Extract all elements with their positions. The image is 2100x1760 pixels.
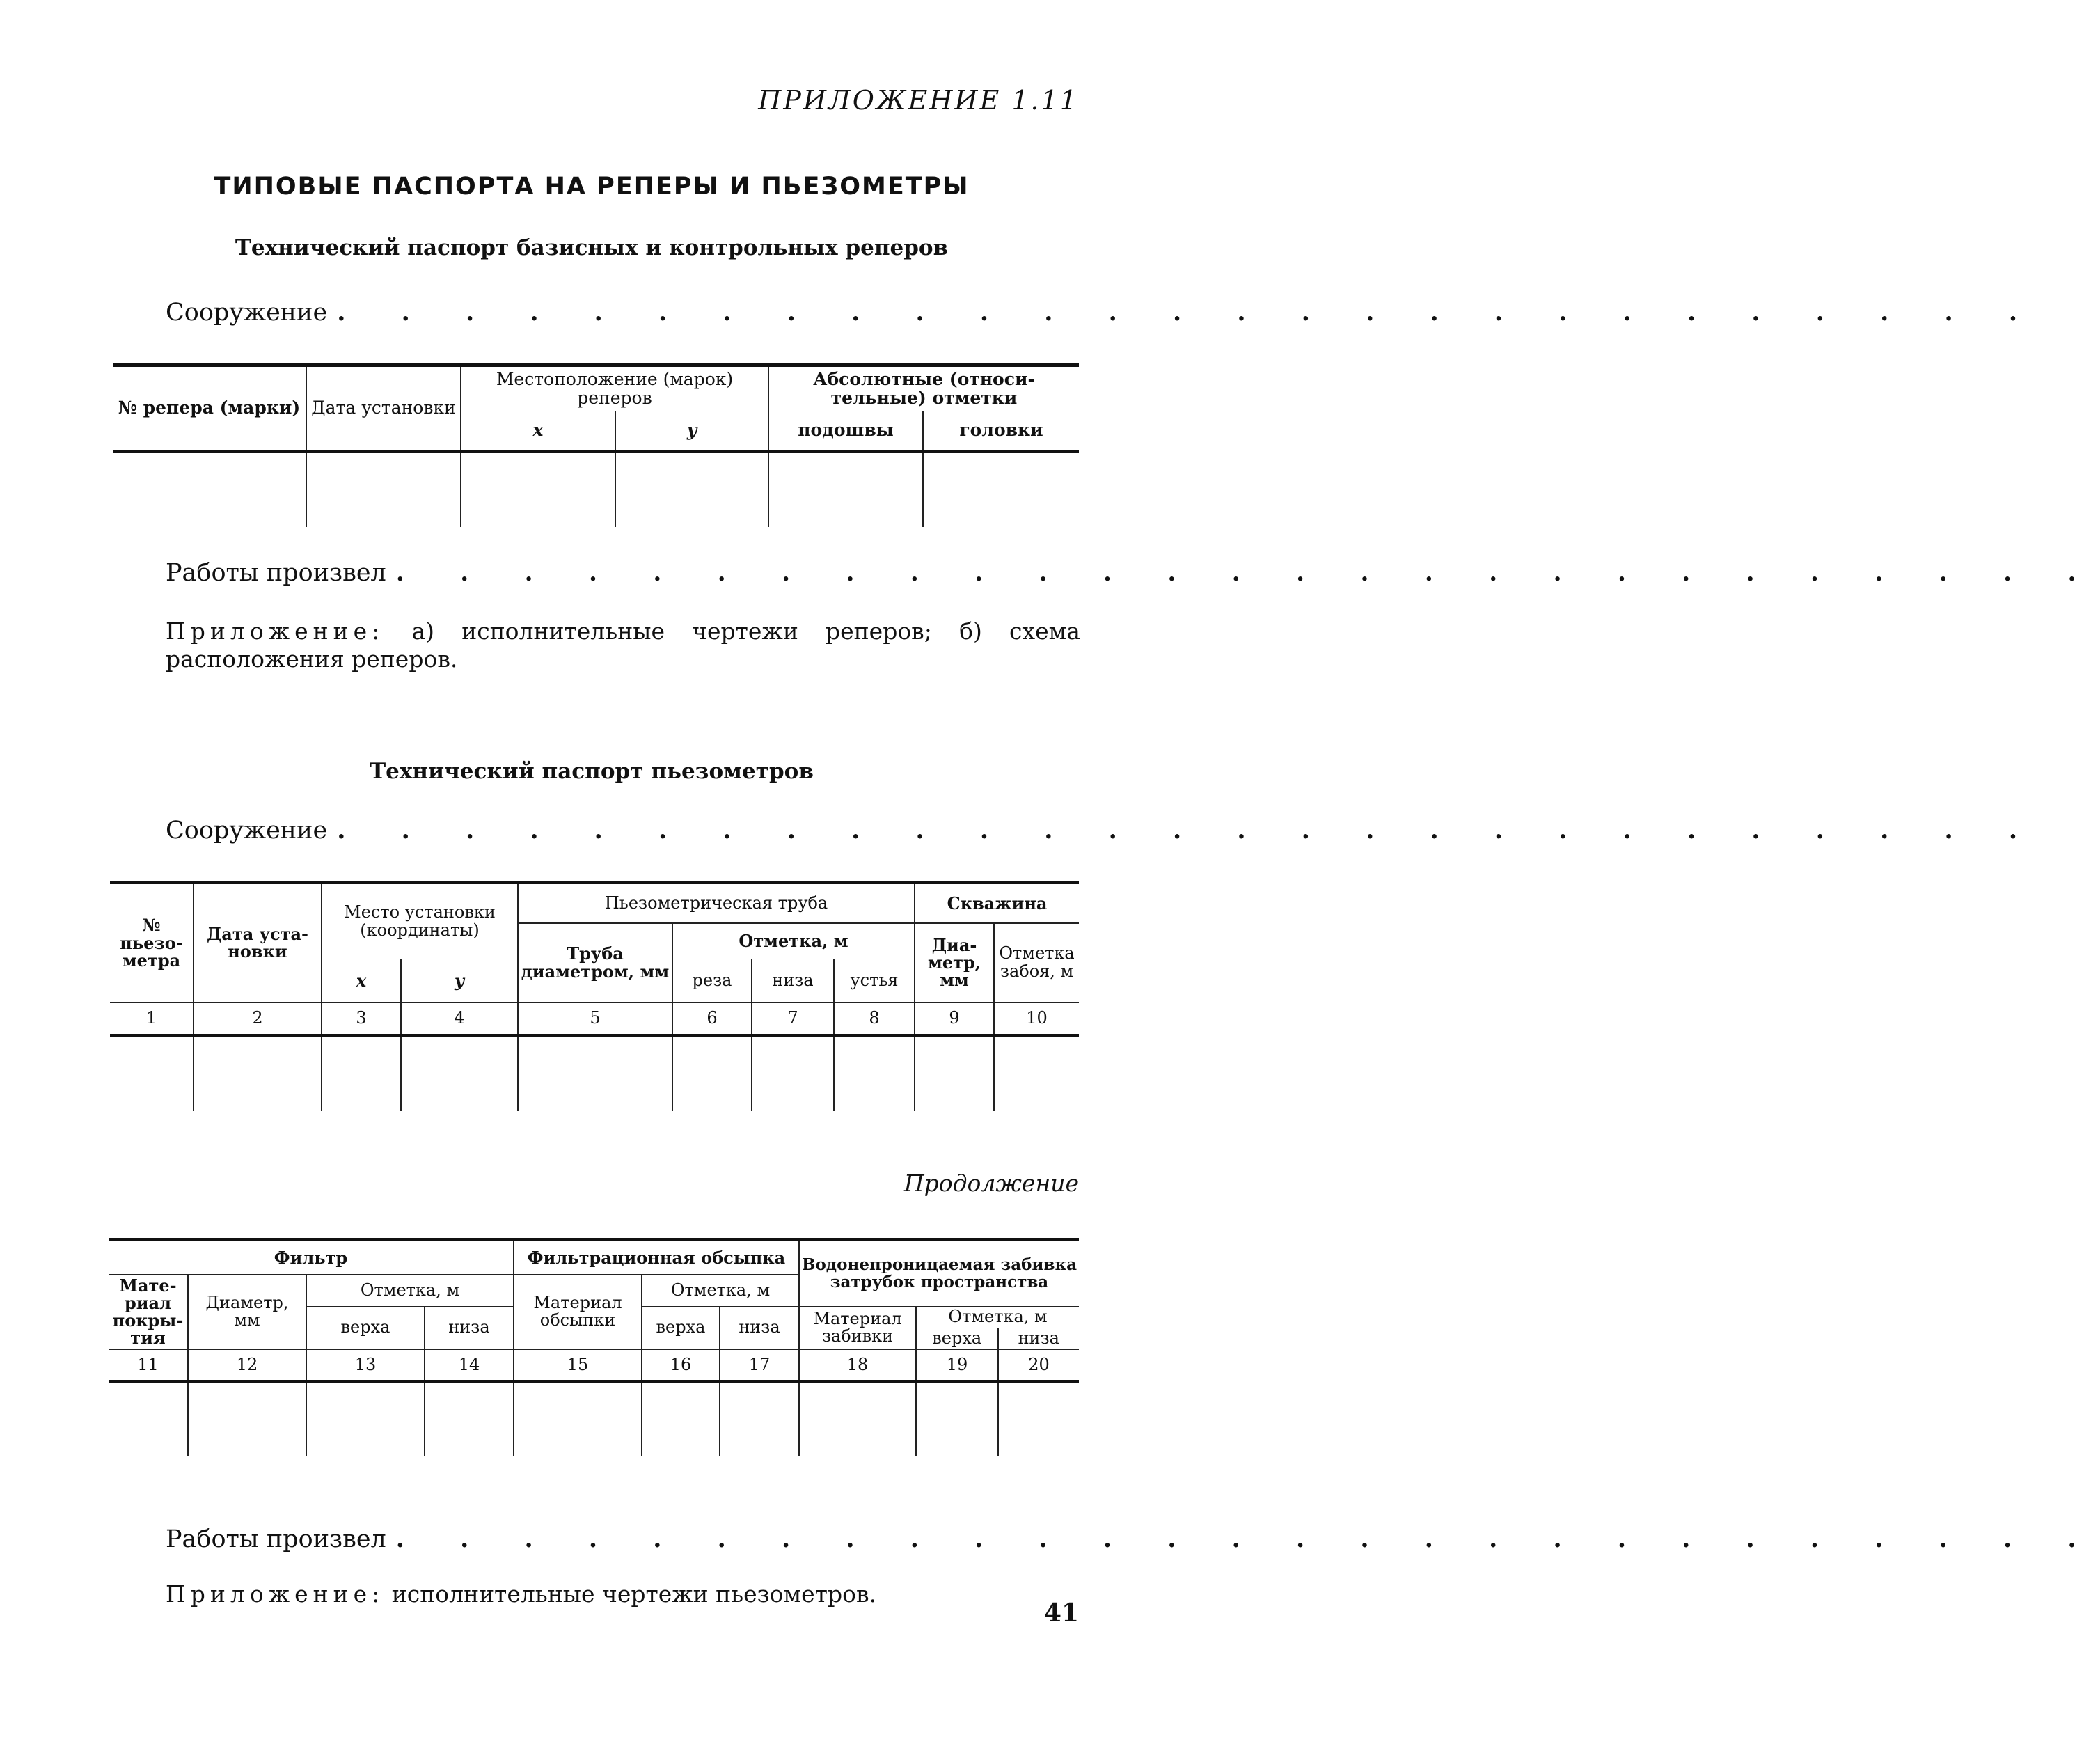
piezometer-appendix-note xyxy=(166,1580,1080,1608)
col-install-place: Место установки (координаты) xyxy=(322,883,518,959)
col-top: верха xyxy=(642,1307,720,1350)
appendix-label: ПРИЛОЖЕНИЕ 1.11 xyxy=(758,85,1079,116)
col-x: x xyxy=(322,959,401,1003)
column-number: 14 xyxy=(425,1349,514,1381)
col-base-elevation: подошвы xyxy=(768,411,923,452)
col-filter-sand: Фильтрационная обсыпка xyxy=(514,1240,799,1275)
col-install-date: Дата установки xyxy=(306,366,461,452)
column-numbers-row xyxy=(110,1003,1079,1036)
column-number: 6 xyxy=(672,1003,752,1036)
col-seal-material: Материал забивки xyxy=(799,1307,916,1350)
page-number: 41 xyxy=(1043,1598,1079,1628)
benchmark-table xyxy=(113,363,1079,527)
structure-label: Сооружение xyxy=(166,299,328,327)
fill-dots: . . . . . . . . . . . . . . . . . . . . . . . . . . . xyxy=(337,816,2042,844)
piezometer-table xyxy=(110,881,1079,1111)
col-mouth: устья xyxy=(834,959,915,1003)
column-number: 20 xyxy=(998,1349,1079,1381)
fill-dots: . . . . . . . . . . . . . . . . . . . . . . . . . . . xyxy=(395,1525,2100,1553)
col-y: y xyxy=(615,411,768,452)
column-number: 5 xyxy=(518,1003,672,1036)
col-location: Местоположение (марок) реперов xyxy=(461,366,768,411)
column-number: 10 xyxy=(994,1003,1079,1036)
column-number: 3 xyxy=(322,1003,401,1036)
column-number: 18 xyxy=(799,1349,916,1381)
col-y: y xyxy=(401,959,518,1003)
col-seal-mark: Отметка, м xyxy=(917,1307,1079,1328)
column-number: 13 xyxy=(306,1349,425,1381)
benchmark-appendix-note xyxy=(166,618,1080,673)
col-benchmark-no: № репера (марки) xyxy=(113,366,306,452)
performed-by-label: Работы произвел xyxy=(166,1525,386,1553)
col-elevations: Абсолютные (относительные) отметки xyxy=(768,366,1079,411)
column-number: 12 xyxy=(188,1349,306,1381)
fill-dots: . . . . . . . . . . . . . . . . . . . . . . . . . . . xyxy=(395,558,2100,587)
piezometer-performed-by-field xyxy=(166,1525,2100,1553)
column-number: 19 xyxy=(916,1349,998,1381)
col-head-elevation: головки xyxy=(923,411,1079,452)
col-filter-mark: Отметка, м xyxy=(306,1275,514,1307)
col-top: верха xyxy=(932,1328,982,1348)
col-bottom: низа xyxy=(425,1307,514,1350)
column-number: 11 xyxy=(137,1354,159,1374)
table-row xyxy=(109,1381,1079,1456)
column-number: 2 xyxy=(194,1003,322,1036)
appendix-text: исполнительные чертежи пьезометров. xyxy=(391,1580,877,1608)
col-top: верха xyxy=(306,1307,425,1350)
col-install-date: Дата установки xyxy=(194,883,322,1003)
column-number: 7 xyxy=(752,1003,834,1036)
benchmark-performed-by-field xyxy=(166,558,2100,587)
col-pipe-mark: Отметка, м xyxy=(672,923,915,959)
col-sand-material: Материал обсыпки xyxy=(514,1275,642,1350)
col-pipe-diameter: Труба диаметром, мм xyxy=(518,923,672,1003)
appendix-word: Приложение: xyxy=(166,1580,385,1608)
col-piezometric-pipe: Пьезометрическая труба xyxy=(518,883,915,923)
column-number: 1 xyxy=(145,1008,157,1028)
col-bottom: низа xyxy=(998,1328,1080,1349)
column-number: 4 xyxy=(401,1003,518,1036)
col-seal-mark-group xyxy=(916,1307,1079,1350)
page-title: ТИПОВЫЕ ПАСПОРТА НА РЕПЕРЫ И ПЬЕЗОМЕТРЫ xyxy=(214,173,970,201)
col-filter-diameter: Диаметр, мм xyxy=(188,1275,306,1350)
continuation-label: Продолжение xyxy=(903,1170,1079,1197)
table-row xyxy=(110,1036,1079,1111)
col-x: x xyxy=(461,411,615,452)
fill-dots: . . . . . . . . . . . . . . . . . . . . . . . . . . . xyxy=(337,298,2042,327)
column-number: 15 xyxy=(514,1349,642,1381)
piezometer-table-continued xyxy=(109,1238,1079,1456)
col-well: Скважина xyxy=(915,883,1079,923)
column-number: 9 xyxy=(915,1003,994,1036)
col-bottom: низа xyxy=(720,1307,799,1350)
column-number: 16 xyxy=(642,1349,720,1381)
col-seal: Водонепроницаемая забивка затрубок пространства xyxy=(799,1240,1079,1307)
appendix-text: а) исполнительные чертежи реперов; б) схема расположения реперов. xyxy=(166,618,1080,673)
structure-label: Сооружение xyxy=(166,817,328,844)
piezometer-structure-field xyxy=(166,816,2042,844)
benchmark-passport-title: Технический паспорт базисных и контрольных реперов xyxy=(235,235,949,260)
col-well-bottom-mark: Отметка забоя, м xyxy=(994,923,1079,1003)
appendix-word: Приложение: xyxy=(166,618,385,645)
col-well-diameter: Диаметр, мм xyxy=(915,923,994,1003)
col-sand-mark: Отметка, м xyxy=(642,1275,799,1307)
benchmark-structure-field xyxy=(166,298,2042,327)
table-row xyxy=(113,452,1079,527)
col-cut: реза xyxy=(672,959,752,1003)
performed-by-label: Работы произвел xyxy=(166,559,386,587)
col-bottom: низа xyxy=(752,959,834,1003)
col-piezometer-no: № пьезометра xyxy=(120,915,183,971)
col-filter: Фильтр xyxy=(109,1240,514,1275)
col-coating-material: Материал покрытия xyxy=(112,1275,184,1349)
column-numbers-row xyxy=(109,1349,1079,1381)
piezometer-passport-title: Технический паспорт пьезометров xyxy=(370,759,814,784)
column-number: 8 xyxy=(834,1003,915,1036)
column-number: 17 xyxy=(720,1349,799,1381)
